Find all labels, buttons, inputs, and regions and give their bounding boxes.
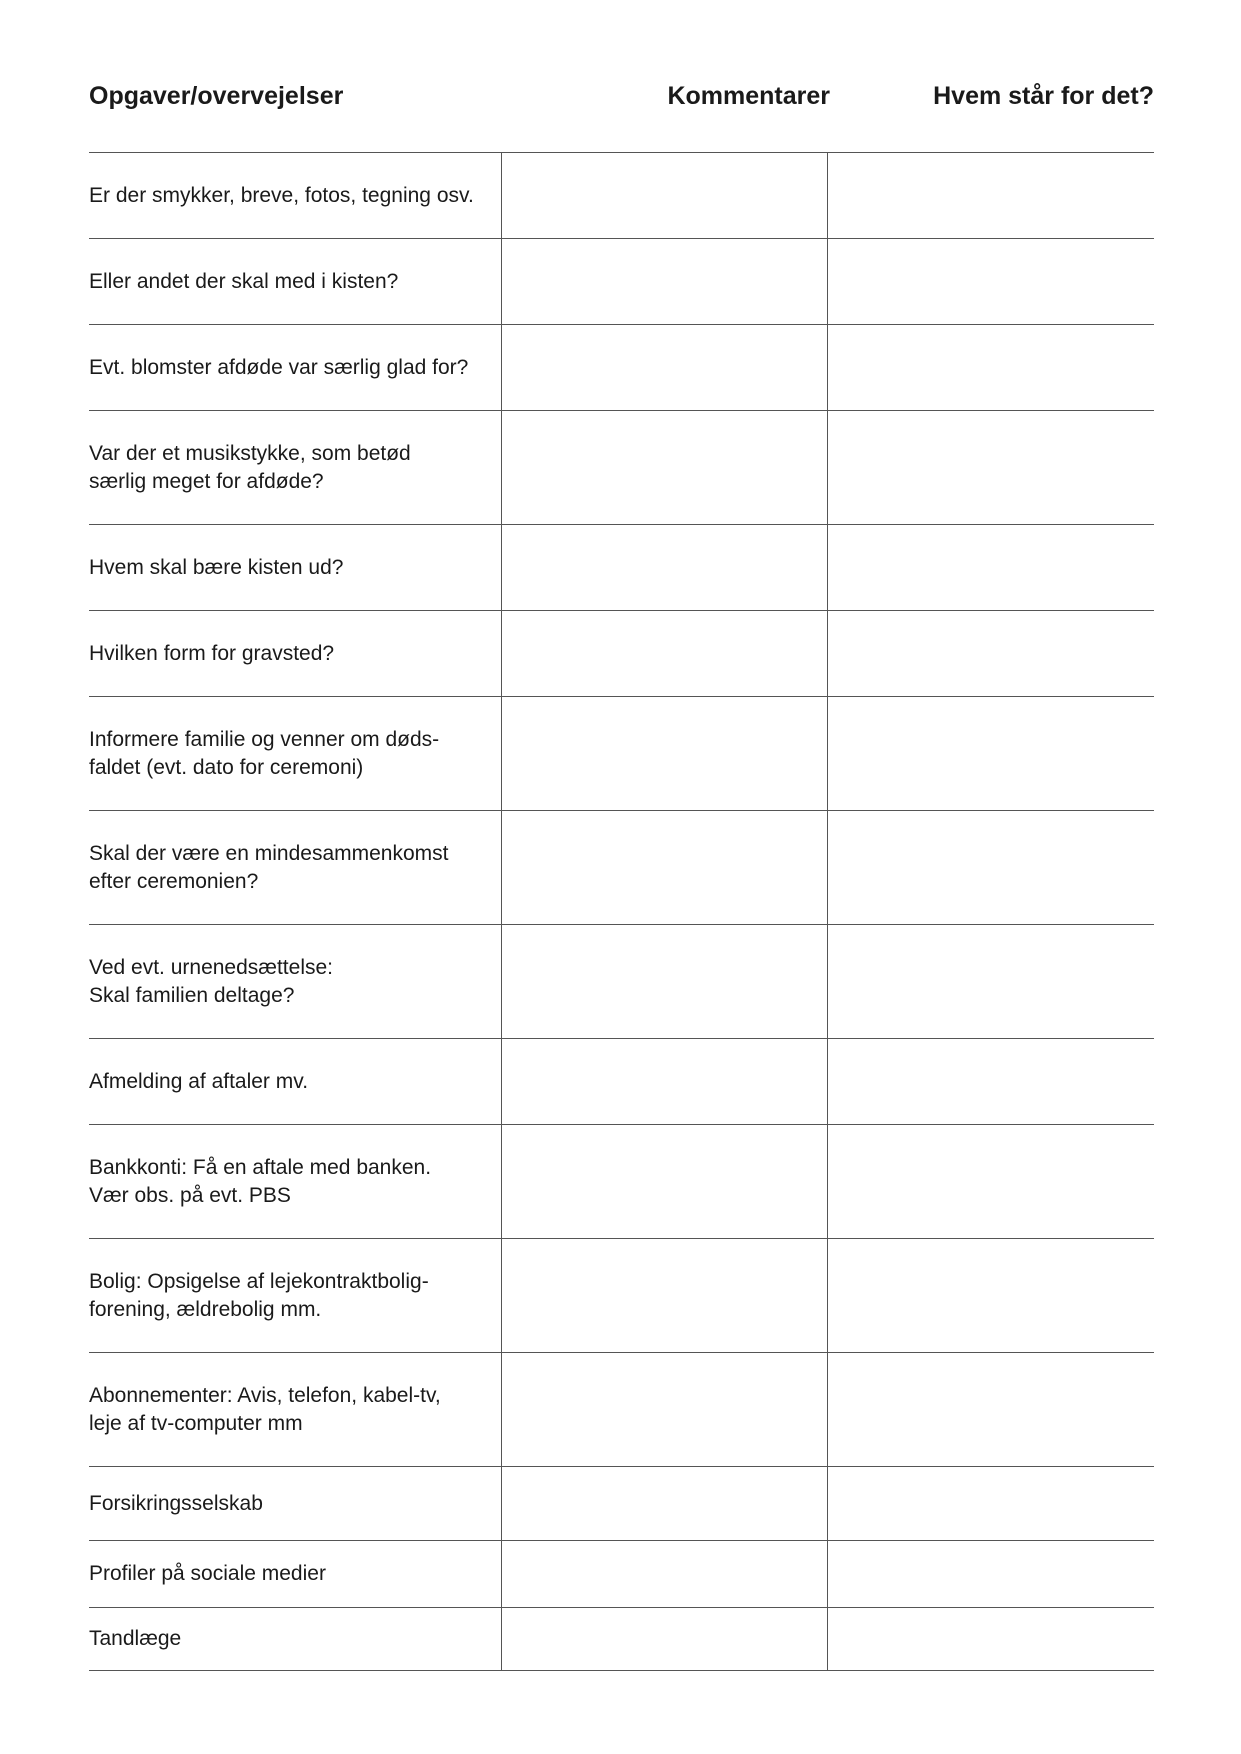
comment-cell[interactable] bbox=[502, 1039, 828, 1124]
responsible-cell[interactable] bbox=[828, 1608, 1154, 1670]
table-row bbox=[89, 153, 1154, 239]
responsible-cell[interactable] bbox=[828, 611, 1154, 696]
task-cell: Informere familie og venner om døds- faldet (evt. dato for ceremoni) bbox=[89, 697, 502, 810]
table-row bbox=[89, 1039, 1154, 1125]
task-cell: Evt. blomster afdøde var særlig glad for? bbox=[89, 325, 502, 410]
table-row bbox=[89, 239, 1154, 325]
task-cell: Hvilken form for gravsted? bbox=[89, 611, 502, 696]
task-cell: Profiler på sociale medier bbox=[89, 1541, 502, 1607]
comment-cell[interactable] bbox=[502, 1608, 828, 1670]
task-cell: Ved evt. urnenedsættelse: Skal familien deltage? bbox=[89, 925, 502, 1038]
table-row bbox=[89, 811, 1154, 925]
comment-cell[interactable] bbox=[502, 811, 828, 924]
task-cell: Skal der være en mindesammenkomst efter ceremonien? bbox=[89, 811, 502, 924]
comment-cell[interactable] bbox=[502, 611, 828, 696]
table-row bbox=[89, 925, 1154, 1039]
comment-cell[interactable] bbox=[502, 1467, 828, 1540]
header-responsible: Hvem står for det? bbox=[933, 82, 1154, 110]
task-cell: Tandlæge bbox=[89, 1608, 502, 1670]
comment-cell[interactable] bbox=[502, 239, 828, 324]
task-cell: Var der et musikstykke, som betød særlig meget for afdøde? bbox=[89, 411, 502, 524]
responsible-cell[interactable] bbox=[828, 153, 1154, 238]
comment-cell[interactable] bbox=[502, 411, 828, 524]
task-cell: Hvem skal bære kisten ud? bbox=[89, 525, 502, 610]
responsible-cell[interactable] bbox=[828, 1125, 1154, 1238]
table-row bbox=[89, 325, 1154, 411]
responsible-cell[interactable] bbox=[828, 1353, 1154, 1466]
responsible-cell[interactable] bbox=[828, 925, 1154, 1038]
comment-cell[interactable] bbox=[502, 1125, 828, 1238]
comment-cell[interactable] bbox=[502, 1541, 828, 1607]
comment-cell[interactable] bbox=[502, 1239, 828, 1352]
task-cell: Eller andet der skal med i kisten? bbox=[89, 239, 502, 324]
task-cell: Forsikringsselskab bbox=[89, 1467, 502, 1540]
table-row bbox=[89, 611, 1154, 697]
responsible-cell[interactable] bbox=[828, 411, 1154, 524]
comment-cell[interactable] bbox=[502, 153, 828, 238]
responsible-cell[interactable] bbox=[828, 1541, 1154, 1607]
responsible-cell[interactable] bbox=[828, 525, 1154, 610]
responsible-cell[interactable] bbox=[828, 1039, 1154, 1124]
comment-cell[interactable] bbox=[502, 325, 828, 410]
task-cell: Bolig: Opsigelse af lejekontraktbolig- forening, ældrebolig mm. bbox=[89, 1239, 502, 1352]
header-tasks: Opgaver/overvejelser bbox=[89, 82, 344, 110]
table-row bbox=[89, 697, 1154, 811]
comment-cell[interactable] bbox=[502, 525, 828, 610]
responsible-cell[interactable] bbox=[828, 697, 1154, 810]
responsible-cell[interactable] bbox=[828, 325, 1154, 410]
table-row bbox=[89, 525, 1154, 611]
responsible-cell[interactable] bbox=[828, 1239, 1154, 1352]
header-comments: Kommentarer bbox=[667, 82, 830, 110]
comment-cell[interactable] bbox=[502, 697, 828, 810]
task-cell: Bankkonti: Få en aftale med banken. Vær obs. på evt. PBS bbox=[89, 1125, 502, 1238]
table-row bbox=[89, 1125, 1154, 1239]
responsible-cell[interactable] bbox=[828, 1467, 1154, 1540]
task-cell: Er der smykker, breve, fotos, tegning osv. bbox=[89, 153, 502, 238]
comment-cell[interactable] bbox=[502, 1353, 828, 1466]
table-row bbox=[89, 411, 1154, 525]
task-table bbox=[89, 152, 1154, 1671]
table-header bbox=[89, 82, 1154, 118]
comment-cell[interactable] bbox=[502, 925, 828, 1038]
table-row bbox=[89, 1541, 1154, 1608]
task-cell: Abonnementer: Avis, telefon, kabel-tv, leje af tv-computer mm bbox=[89, 1353, 502, 1466]
table-row bbox=[89, 1608, 1154, 1671]
responsible-cell[interactable] bbox=[828, 811, 1154, 924]
table-row bbox=[89, 1239, 1154, 1353]
responsible-cell[interactable] bbox=[828, 239, 1154, 324]
task-cell: Afmelding af aftaler mv. bbox=[89, 1039, 502, 1124]
table-row bbox=[89, 1467, 1154, 1541]
table-row bbox=[89, 1353, 1154, 1467]
